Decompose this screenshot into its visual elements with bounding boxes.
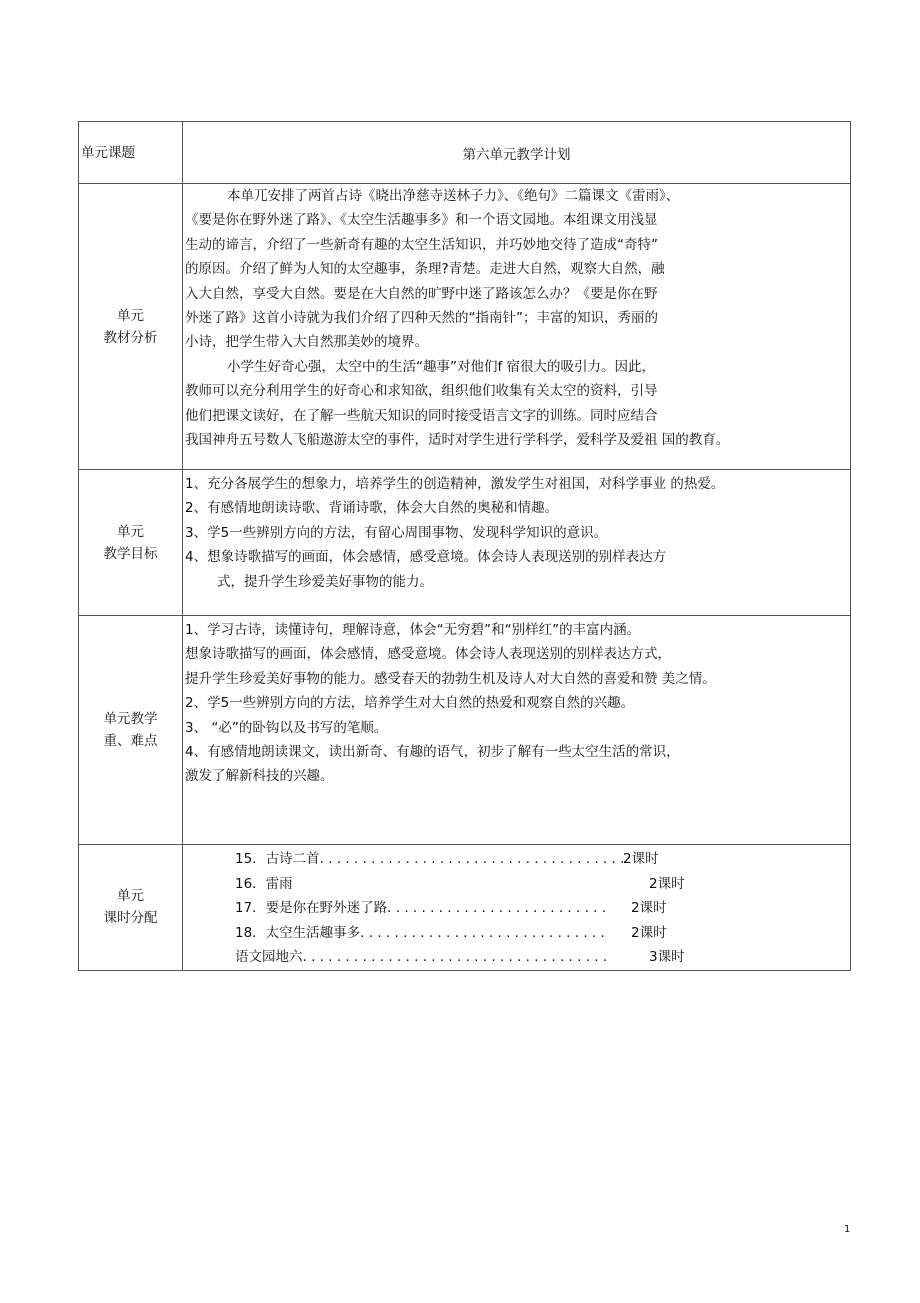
analysis-line: 外迷了路》这首小诗就为我们介绍了四种天然的“指南针”；丰富的知识，秀丽的 (185, 310, 658, 327)
goals-line: 3、学5一些辨别方向的方法，有留心周围事物、发现科学知识的意识。 (185, 524, 608, 541)
keypoints-line: 2、学5一些辨别方向的方法，培养学生对大自然的热爱和观察自然的兴趣。 (185, 695, 635, 712)
schedule-row (79, 845, 851, 971)
keypoints-line: 4、有感情地朗读课文，读出新奇、有趣的语气，初步了解有一些太空生活的常识， (185, 744, 680, 761)
schedule-item (183, 945, 850, 970)
keypoints-content (183, 616, 851, 845)
analysis-line: 本单兀安排了两首占诗《晓出净慈寺送林子力》、《绝句》二篇课文《雷雨》、 (227, 188, 680, 204)
analysis-label (79, 184, 183, 470)
keypoints-line: 1、学习古诗，读懂诗句，理解诗意，体会“无穷碧”和“别样红”的丰富内涵。 (185, 622, 641, 638)
keypoints-line: 想象诗歌描写的画面，体会感情，感受意境。体会诗人表现送别的别样表达方式， (185, 646, 671, 663)
schedule-label (79, 845, 183, 971)
analysis-line: 的原因。介绍了鲜为人知的太空趣事，条理?青楚。走进大自然，观察大自然，融 (185, 261, 665, 278)
schedule-item (183, 921, 850, 946)
analysis-line: 教师可以充分利用学生的好奇心和求知欲，组织他们收集有关太空的资料，引导 (185, 383, 658, 400)
header-row (79, 122, 851, 184)
schedule-item (183, 872, 850, 897)
keypoints-line: 激发了解新科技的兴趣。 (185, 768, 334, 785)
page-title: 第六单元教学计划 (183, 122, 851, 184)
lesson-name: 17．要是你在野外迷了路. . . . . . . . . . . . . . . . . . . . . . . . . . (235, 900, 607, 916)
goals-content (183, 470, 851, 616)
schedule-item (183, 847, 850, 872)
goals-row (79, 470, 851, 616)
goals-line: 2、有感情地朗读诗歌、背诵诗歌，体会大自然的奥秘和情趣。 (185, 500, 559, 517)
schedule-item (183, 896, 850, 921)
analysis-line: 小学生好奇心强，太空中的生活“趣事”对他们f 宿很大的吸引力。因此， (227, 358, 656, 375)
goals-label-line-2: 教学目标 (103, 545, 158, 562)
analysis-line: 他们把课文读好，在了解一些航天知识的同时接受语言文字的训练。同时应结合 (185, 407, 658, 424)
analysis-line: 生动的谛言，介绍了一些新奇有趣的太空生活知识，并巧妙地交待了造成“奇特” (185, 236, 658, 253)
analysis-label-line-2: 教材分析 (103, 329, 158, 346)
lesson-hours: 3课时 (649, 949, 685, 965)
analysis-line: 小诗，把学生带入大自然那美妙的境界。 (185, 334, 428, 351)
lesson-hours: 2课时 (623, 851, 659, 867)
analysis-label-line-1: 单元 (117, 307, 144, 324)
keypoints-label-line-1: 单元教学 (103, 711, 158, 727)
analysis-line: 入大自然，享受大自然。要是在大自然的旷野中迷了路该怎么办？《要是你在野 (185, 285, 658, 302)
analysis-line: 我国神舟五号数人飞船遨游太空的事件，适时对学生进行学科学，爱科学及爱祖 国的教育。 (185, 432, 730, 449)
page-number: 1 (844, 1224, 851, 1235)
goals-label (79, 470, 183, 616)
analysis-row (79, 184, 851, 470)
goals-line: 1、充分各展学生的想象力，培养学生的创造精神，激发学生对祖国，对科学事业 的热爱。 (185, 476, 725, 492)
lesson-name: 18．太空生活趣事多. . . . . . . . . . . . . . . . . . . . . . . . . . . . . (235, 924, 605, 941)
lesson-name: 16．雷雨 (235, 875, 293, 892)
lesson-hours: 2课时 (649, 875, 685, 892)
schedule-content (183, 845, 851, 971)
schedule-label-line-2: 课时分配 (103, 910, 158, 927)
lesson-name: 15．古诗二首. . . . . . . . . . . . . . . . . . . . . . . . . . . . . . . . . . . . (235, 851, 625, 867)
topic-label: 单元课题 (79, 122, 183, 184)
schedule-label-line-1: 单元 (117, 888, 144, 905)
keypoints-label-line-2: 重、难点 (103, 733, 158, 749)
goals-label-line-1: 单元 (117, 523, 144, 540)
lesson-name: 语文园地六. . . . . . . . . . . . . . . . . . . . . . . . . . . . . . . . . . . . (235, 949, 608, 965)
keypoints-label (79, 616, 183, 845)
goals-line: 4、想象诗歌描写的画面，体会感情，感受意境。体会诗人表现送别的别样表达方 (185, 549, 667, 566)
teaching-plan-table (78, 121, 851, 971)
goals-line: 式，提升学生珍爱美好事物的能力。 (217, 573, 433, 590)
analysis-content (183, 184, 851, 470)
analysis-line: 《要是你在野外迷了路》、《太空生活趣事多》和一个语文园地。本组课文用浅显 (185, 212, 658, 229)
keypoints-line: 3、 “必”的卧钩以及书写的笔顺。 (185, 719, 388, 736)
keypoints-row (79, 616, 851, 845)
keypoints-line: 提升学生珍爱美好事物的能力。感受春天的勃勃生机及诗人对大自然的喜爱和赞 美之情。 (185, 670, 716, 687)
lesson-hours: 2课时 (631, 900, 667, 916)
lesson-hours: 2课时 (631, 924, 667, 941)
